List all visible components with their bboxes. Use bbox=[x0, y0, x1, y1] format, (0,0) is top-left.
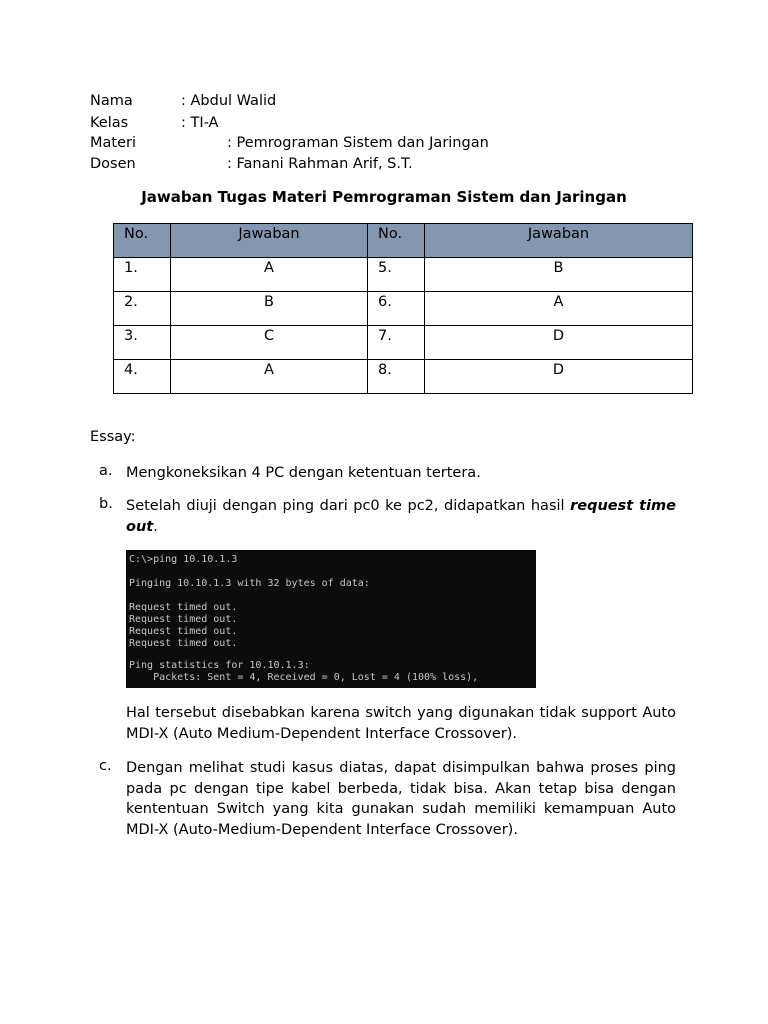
label-materi: Materi bbox=[90, 135, 136, 151]
label-nama: Nama bbox=[90, 93, 133, 109]
cell-no: 1. bbox=[114, 258, 171, 292]
essay-item-a: Mengkoneksikan 4 PC dengan ketentuan tertera. bbox=[126, 465, 481, 481]
label-dosen: Dosen bbox=[90, 156, 136, 172]
table-row bbox=[114, 258, 693, 292]
cell-no: 4. bbox=[114, 360, 171, 394]
essay-heading: Essay: bbox=[90, 429, 136, 445]
terminal-line: Ping statistics for 10.10.1.3: bbox=[129, 660, 310, 671]
cell-no: 2. bbox=[114, 292, 171, 326]
cell-no: 3. bbox=[114, 326, 171, 360]
value-nama: : Abdul Walid bbox=[181, 93, 277, 109]
terminal-line: Request timed out. bbox=[129, 626, 238, 637]
page-title: Jawaban Tugas Materi Pemrograman Sistem dan Jaringan bbox=[141, 188, 627, 206]
terminal-line: Request timed out. bbox=[129, 638, 238, 649]
table-row bbox=[114, 360, 693, 394]
cell-answer: A bbox=[171, 360, 368, 394]
ping-terminal-screenshot bbox=[126, 550, 536, 688]
essay-b-period: . bbox=[153, 518, 158, 535]
cell-answer: A bbox=[425, 292, 693, 326]
cell-answer: A bbox=[171, 258, 368, 292]
cell-answer: C bbox=[171, 326, 368, 360]
cell-no: 6. bbox=[368, 292, 425, 326]
essay-b-text: Setelah diuji dengan ping dari pc0 ke pc2, didapatkan hasil bbox=[126, 498, 571, 514]
cell-answer: B bbox=[425, 258, 693, 292]
terminal-line: Packets: Sent = 4, Received = 0, Lost = 4 (100% loss), bbox=[129, 672, 479, 683]
cell-answer: B bbox=[171, 292, 368, 326]
value-kelas: : TI-A bbox=[181, 115, 219, 131]
essay-item-c: Dengan melihat studi kasus diatas, dapat disimpulkan bahwa proses ping pada pc dengan tipe kabel berbeda, tidak bisa. Akan tetap bisa dengan kententuan Switch yang kita gunakan sudah memiliki kemampuan Auto MDI-X (Auto-Medium-Dependent Interface Crossover). bbox=[126, 760, 676, 838]
answers-table bbox=[113, 223, 693, 394]
terminal-line: C:\>ping 10.10.1.3 bbox=[129, 554, 238, 565]
table-row bbox=[114, 326, 693, 360]
cell-no: 7. bbox=[368, 326, 425, 360]
cell-answer: D bbox=[425, 360, 693, 394]
terminal-line: Request timed out. bbox=[129, 602, 238, 613]
header-no-1: No. bbox=[114, 224, 171, 258]
cell-answer: D bbox=[425, 326, 693, 360]
label-kelas: Kelas bbox=[90, 115, 129, 131]
value-materi: : Pemrograman Sistem dan Jaringan bbox=[227, 135, 489, 151]
essay-item-b bbox=[126, 496, 676, 537]
list-marker-b: b. bbox=[99, 496, 113, 512]
essay-item-b-followup: Hal tersebut disebabkan karena switch yang digunakan tidak support Auto MDI-X (Auto Medium-Dependent Interface Crossover). bbox=[126, 705, 676, 742]
value-dosen: : Fanani Rahman Arif, S.T. bbox=[227, 156, 413, 172]
header-jawaban-1: Jawaban bbox=[171, 224, 368, 258]
essay-b-emphasis: request time out bbox=[126, 498, 676, 535]
terminal-line: Pinging 10.10.1.3 with 32 bytes of data: bbox=[129, 578, 370, 589]
terminal-line: Request timed out. bbox=[129, 614, 238, 625]
header-jawaban-2: Jawaban bbox=[425, 224, 693, 258]
cell-no: 8. bbox=[368, 360, 425, 394]
list-marker-a: a. bbox=[99, 463, 113, 479]
header-no-2: No. bbox=[368, 224, 425, 258]
table-header-row bbox=[114, 224, 693, 258]
list-marker-c: c. bbox=[99, 758, 112, 774]
cell-no: 5. bbox=[368, 258, 425, 292]
table-row bbox=[114, 292, 693, 326]
